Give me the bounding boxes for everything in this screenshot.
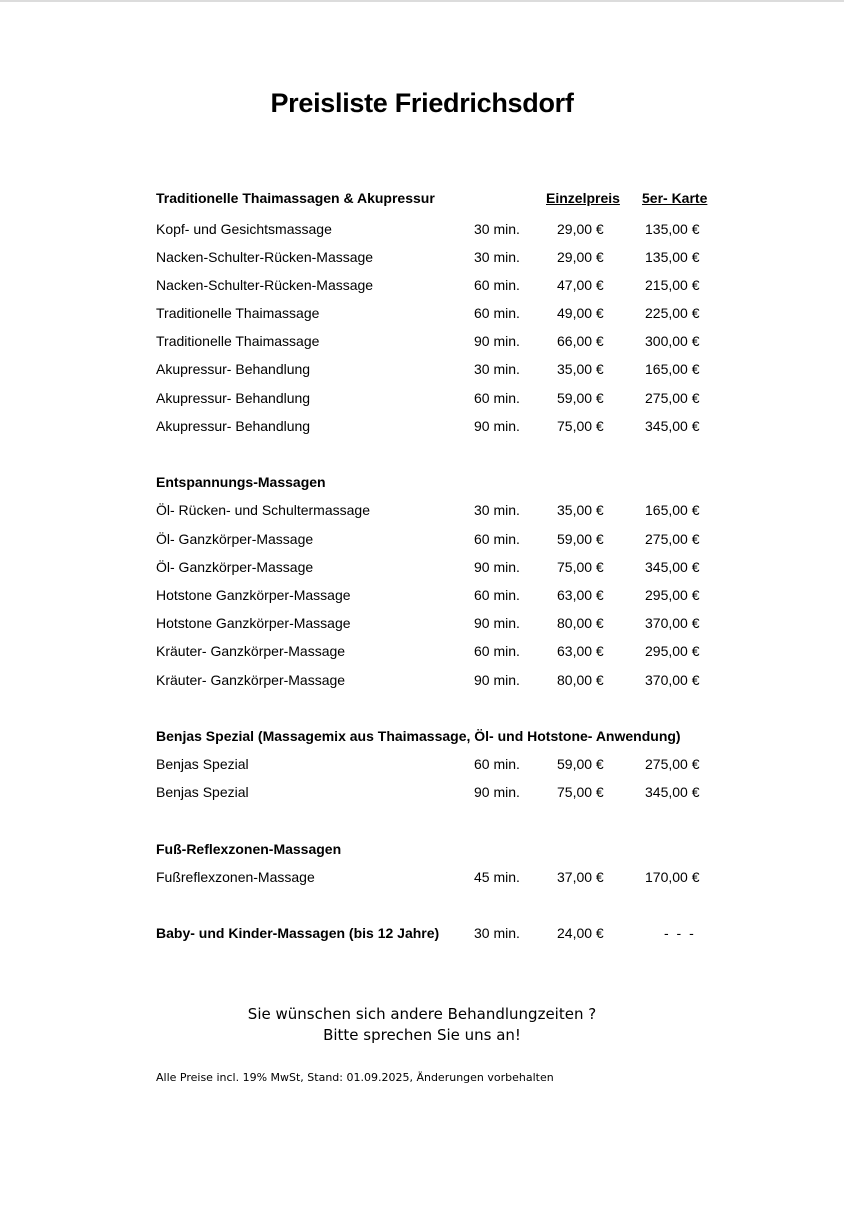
item-price: 59,00 € [557, 531, 604, 547]
item-price: 80,00 € [557, 672, 604, 688]
item-name: Nacken-Schulter-Rücken-Massage [156, 249, 374, 265]
item-price: 47,00 € [557, 277, 604, 293]
price-row [156, 416, 716, 436]
item-duration: 30 min. [474, 502, 520, 518]
footer-note: Alle Preise incl. 19% MwSt, Stand: 01.09.2025, Änderungen vorbehalten [156, 1071, 554, 1084]
item-price: 29,00 € [557, 221, 604, 237]
item-card-price: 345,00 € [645, 418, 700, 434]
item-duration: 30 min. [474, 361, 520, 377]
item-name: Fußreflexzonen-Massage [156, 869, 315, 885]
item-card-price: 370,00 € [645, 672, 700, 688]
section-header-thai [156, 188, 716, 208]
item-name: Benjas Spezial [156, 784, 249, 800]
item-duration: 90 min. [474, 559, 520, 575]
item-card-price: 345,00 € [645, 559, 700, 575]
item-name: Öl- Rücken- und Schultermassage [156, 502, 370, 518]
item-card-price: 295,00 € [645, 643, 700, 659]
item-card-price: 275,00 € [645, 531, 700, 547]
item-name: Nacken-Schulter-Rücken-Massage [156, 277, 374, 293]
price-row [156, 585, 716, 605]
price-row [156, 529, 716, 549]
section-header-kinder [156, 923, 716, 943]
item-card-price: 135,00 € [645, 249, 700, 265]
section-header-fuss [156, 839, 716, 859]
item-card-price: 370,00 € [645, 615, 700, 631]
item-duration: 60 min. [474, 531, 520, 547]
item-card-price: 165,00 € [645, 361, 700, 377]
section-heading: Fuß-Reflexzonen-Massagen [156, 841, 342, 857]
item-price: 35,00 € [557, 502, 604, 518]
item-name: Traditionelle Thaimassage [156, 333, 320, 349]
item-duration: 90 min. [474, 784, 520, 800]
item-name: Öl- Ganzkörper-Massage [156, 531, 314, 547]
price-row [156, 557, 716, 577]
item-price: 80,00 € [557, 615, 604, 631]
item-name: Akupressur- Behandlung [156, 418, 311, 434]
price-row [156, 500, 716, 520]
item-duration: 90 min. [474, 333, 520, 349]
price-row [156, 613, 716, 633]
column-header-einzelpreis: Einzelpreis [546, 190, 620, 206]
price-row [156, 388, 716, 408]
item-price: 49,00 € [557, 305, 604, 321]
cta-line-1: Sie wünschen sich andere Behandlungzeiten ? [247, 1005, 597, 1023]
item-card-price: 135,00 € [645, 221, 700, 237]
price-row [156, 782, 716, 802]
item-duration: 30 min. [474, 925, 520, 941]
item-price: 29,00 € [557, 249, 604, 265]
item-card-price: - - - [664, 925, 696, 941]
item-card-price: 165,00 € [645, 502, 700, 518]
item-price: 24,00 € [557, 925, 604, 941]
item-price: 63,00 € [557, 587, 604, 603]
item-duration: 60 min. [474, 305, 520, 321]
item-name: Akupressur- Behandlung [156, 390, 311, 406]
item-card-price: 275,00 € [645, 390, 700, 406]
item-card-price: 295,00 € [645, 587, 700, 603]
price-row [156, 247, 716, 267]
item-name: Traditionelle Thaimassage [156, 305, 320, 321]
item-duration: 30 min. [474, 221, 520, 237]
item-card-price: 215,00 € [645, 277, 700, 293]
section-heading: Baby- und Kinder-Massagen (bis 12 Jahre) [156, 925, 440, 941]
item-duration: 60 min. [474, 756, 520, 772]
item-duration: 60 min. [474, 587, 520, 603]
item-name: Hotstone Ganzkörper-Massage [156, 587, 351, 603]
item-name: Kräuter- Ganzkörper-Massage [156, 643, 346, 659]
item-card-price: 275,00 € [645, 756, 700, 772]
item-price: 37,00 € [557, 869, 604, 885]
item-price: 35,00 € [557, 361, 604, 377]
item-price: 59,00 € [557, 756, 604, 772]
item-duration: 60 min. [474, 643, 520, 659]
item-card-price: 300,00 € [645, 333, 700, 349]
price-row [156, 867, 716, 887]
price-row [156, 754, 716, 774]
price-row [156, 670, 716, 690]
item-name: Kräuter- Ganzkörper-Massage [156, 672, 346, 688]
column-header-5er-karte: 5er- Karte [642, 190, 708, 206]
page-top-border [0, 0, 844, 2]
item-price: 63,00 € [557, 643, 604, 659]
item-price: 75,00 € [557, 784, 604, 800]
section-header-entspannung [156, 472, 716, 492]
price-row [156, 359, 716, 379]
item-price: 75,00 € [557, 418, 604, 434]
item-name: Akupressur- Behandlung [156, 361, 311, 377]
section-heading: Benjas Spezial (Massagemix aus Thaimassage, Öl- und Hotstone- Anwendung) [156, 728, 681, 744]
item-name: Öl- Ganzkörper-Massage [156, 559, 314, 575]
item-duration: 60 min. [474, 390, 520, 406]
item-duration: 30 min. [474, 249, 520, 265]
item-price: 59,00 € [557, 390, 604, 406]
item-duration: 90 min. [474, 615, 520, 631]
item-duration: 90 min. [474, 418, 520, 434]
price-row [156, 331, 716, 351]
item-duration: 90 min. [474, 672, 520, 688]
item-card-price: 225,00 € [645, 305, 700, 321]
price-row [156, 641, 716, 661]
item-name: Hotstone Ganzkörper-Massage [156, 615, 351, 631]
item-duration: 45 min. [474, 869, 520, 885]
item-name: Kopf- und Gesichtsmassage [156, 221, 332, 237]
section-header-benjas [156, 726, 716, 746]
item-card-price: 170,00 € [645, 869, 700, 885]
item-card-price: 345,00 € [645, 784, 700, 800]
page-title: Preisliste Friedrichsdorf [270, 88, 574, 118]
section-heading: Traditionelle Thaimassagen & Akupressur [156, 190, 435, 206]
section-heading: Entspannungs-Massagen [156, 474, 326, 490]
price-row [156, 275, 716, 295]
cta-line-2: Bitte sprechen Sie uns an! [323, 1026, 521, 1044]
item-price: 66,00 € [557, 333, 604, 349]
price-row [156, 219, 716, 239]
item-name: Benjas Spezial [156, 756, 249, 772]
item-price: 75,00 € [557, 559, 604, 575]
item-duration: 60 min. [474, 277, 520, 293]
price-row [156, 303, 716, 323]
